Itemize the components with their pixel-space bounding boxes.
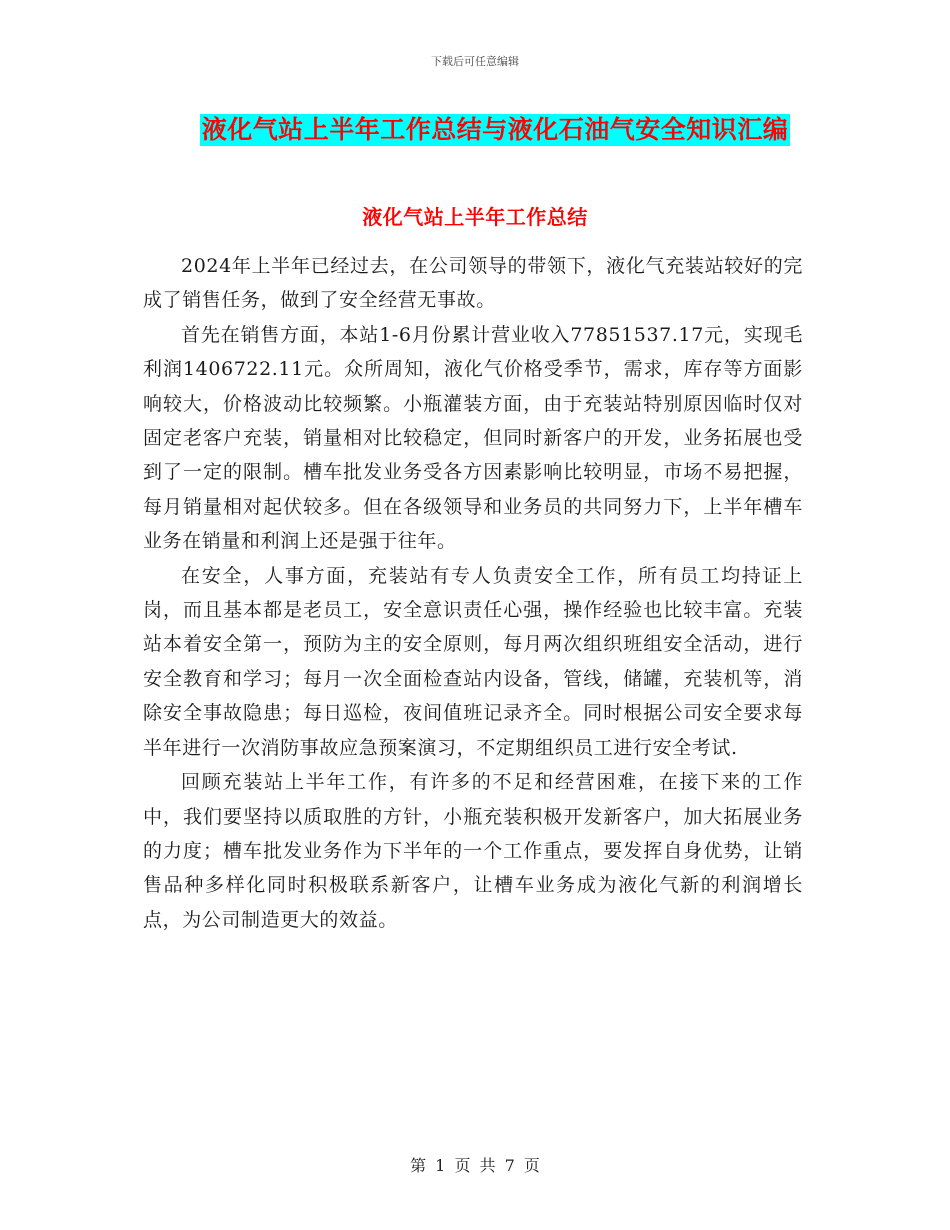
paragraph-review: 回顾充装站上半年工作，有许多的不足和经营困难，在接下来的工作中，我们要坚持以质取胜的方针，小瓶充装积极开发新客户，加大拓展业务的力度；槽车批发业务作为下半年的一个工作重点，要发挥自身优势，让销售品种多样化同时积极联系新客户，让槽车业务成为液化气新的利润增长点，为公司制造更大的效益。 (143, 771, 803, 931)
paragraph-safety: 在安全，人事方面，充装站有专人负责安全工作，所有员工均持证上岗，而且基本都是老员工，安全意识责任心强，操作经验也比较丰富。充装站本着安全第一，预防为主的安全原则，每月两次组织班组安全活动，进行安全教育和学习；每月一次全面检查站内设备，管线，储罐，充装机等，消除安全事故隐患；每日巡检，夜间值班记录齐全。同时根据公司安全要求每半年进行一次消防事故应急预案演习，不定期组织员工进行安全考试. (143, 564, 803, 759)
paragraph-intro: 2024年上半年已经过去，在公司领导的带领下，液化气充装站较好的完成了销售任务，做到了安全经营无事故。 (143, 255, 803, 312)
document-title-container (0, 114, 950, 146)
document-body (143, 249, 803, 937)
document-title: 液化气站上半年工作总结与液化石油气安全知识汇编 (201, 115, 789, 144)
page-number-footer: 第 1 页 共 7 页 (410, 1156, 540, 1175)
section-title: 液化气站上半年工作总结 (362, 205, 588, 229)
page-header-note: 下载后可任意编辑 (431, 55, 519, 68)
paragraph-sales: 首先在销售方面，本站1-6月份累计营业收入77851537.17元，实现毛利润1406722.11元。众所周知，液化气价格受季节，需求，库存等方面影响较大，价格波动比较频繁。小瓶灌装方面，由于充装站特别原因临时仅对固定老客户充装，销量相对比较稳定，但同时新客户的开发，业务拓展也受到了一定的限制。槽车批发业务受各方因素影响比较明显，市场不易把握，每月销量相对起伏较多。但在各级领导和业务员的共同努力下，上半年槽车业务在销量和利润上还是强于往年。 (143, 323, 803, 553)
